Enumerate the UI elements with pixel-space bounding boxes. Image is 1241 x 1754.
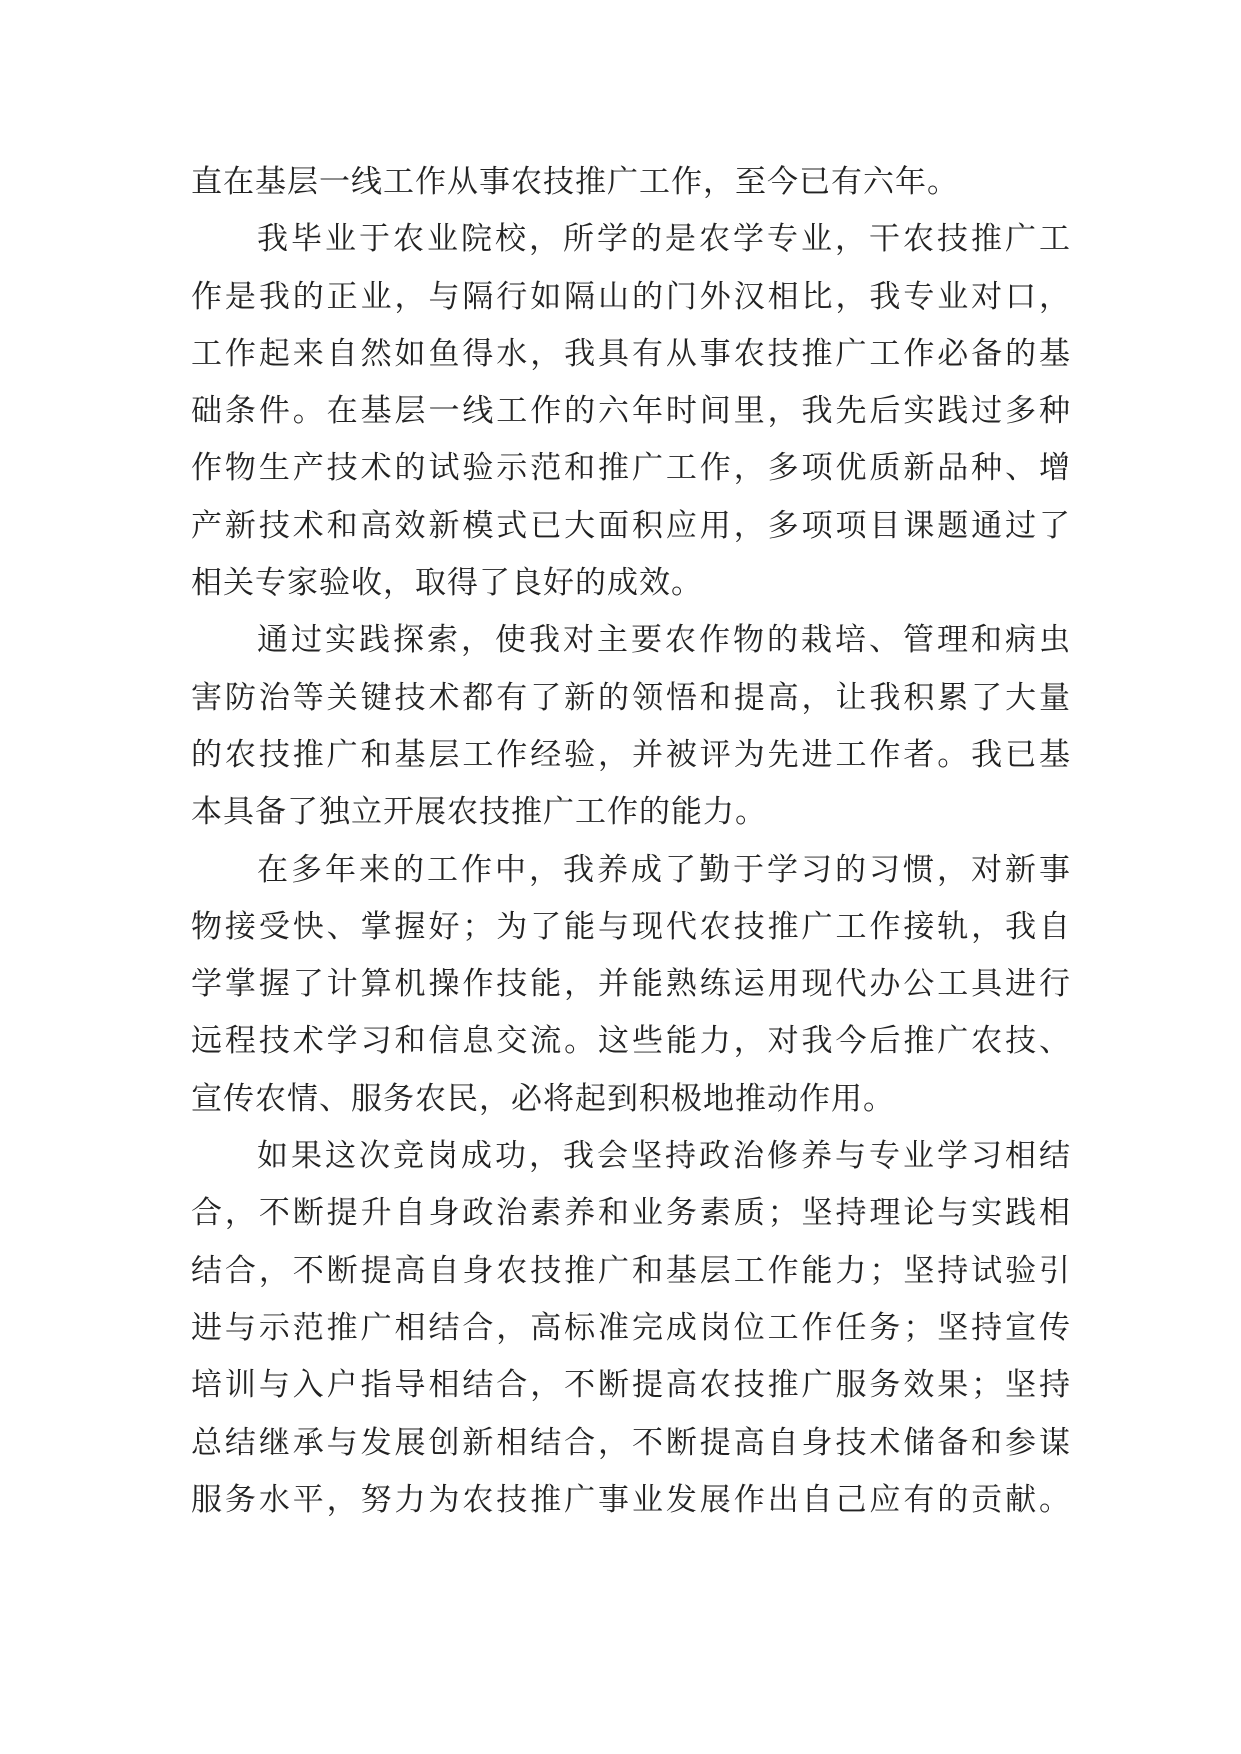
text-line: 相关专家验收，取得了良好的成效。 (191, 565, 703, 602)
text-line: 总结继承与发展创新相结合，不断提高自身技术储备和参谋 (191, 1424, 1071, 1461)
paragraph-first-line: 在多年来的工作中，我养成了勤于学习的习惯，对新事 (257, 851, 1071, 888)
text-line: 直在基层一线工作从事农技推广工作，至今已有六年。 (191, 164, 959, 200)
text-line: 作是我的正业，与隔行如隔山的门外汉相比，我专业对口， (191, 278, 1071, 315)
text-line: 结合，不断提高自身农技推广和基层工作能力；坚持试验引 (191, 1252, 1071, 1289)
text-line: 础条件。在基层一线工作的六年时间里，我先后实践过多种 (191, 393, 1071, 430)
text-line: 进与示范推广相结合，高标准完成岗位工作任务；坚持宣传 (191, 1309, 1071, 1346)
document-body (191, 154, 1071, 1529)
paragraph-first-line: 我毕业于农业院校，所学的是农学专业，干农技推广工 (257, 221, 1071, 258)
text-line: 物接受快、掌握好；为了能与现代农技推广工作接轨，我自 (191, 908, 1071, 945)
text-line: 培训与入户指导相结合，不断提高农技推广服务效果；坚持 (191, 1367, 1071, 1404)
text-line: 学掌握了计算机操作技能，并能熟练运用现代办公工具进行 (191, 966, 1071, 1003)
paragraph-first-line: 如果这次竞岗成功，我会坚持政治修养与专业学习相结 (257, 1138, 1071, 1175)
text-line: 作物生产技术的试验示范和推广工作，多项优质新品种、增 (191, 450, 1071, 487)
text-line: 合，不断提升自身政治素养和业务素质；坚持理论与实践相 (191, 1195, 1071, 1232)
text-line: 工作起来自然如鱼得水，我具有从事农技推广工作必备的基 (191, 335, 1071, 372)
paragraph-first-line: 通过实践探索，使我对主要农作物的栽培、管理和病虫 (257, 622, 1071, 659)
text-line: 本具备了独立开展农技推广工作的能力。 (191, 794, 767, 831)
text-line: 远程技术学习和信息交流。这些能力，对我今后推广农技、 (191, 1023, 1071, 1060)
text-line: 的农技推广和基层工作经验，并被评为先进工作者。我已基 (191, 736, 1071, 773)
text-line: 产新技术和高效新模式已大面积应用，多项项目课题通过了 (191, 507, 1071, 544)
text-line: 害防治等关键技术都有了新的领悟和提高，让我积累了大量 (191, 679, 1071, 716)
text-line: 服务水平，努力为农技推广事业发展作出自己应有的贡献。 (191, 1481, 1071, 1518)
text-line: 宣传农情、服务农民，必将起到积极地推动作用。 (191, 1080, 895, 1117)
